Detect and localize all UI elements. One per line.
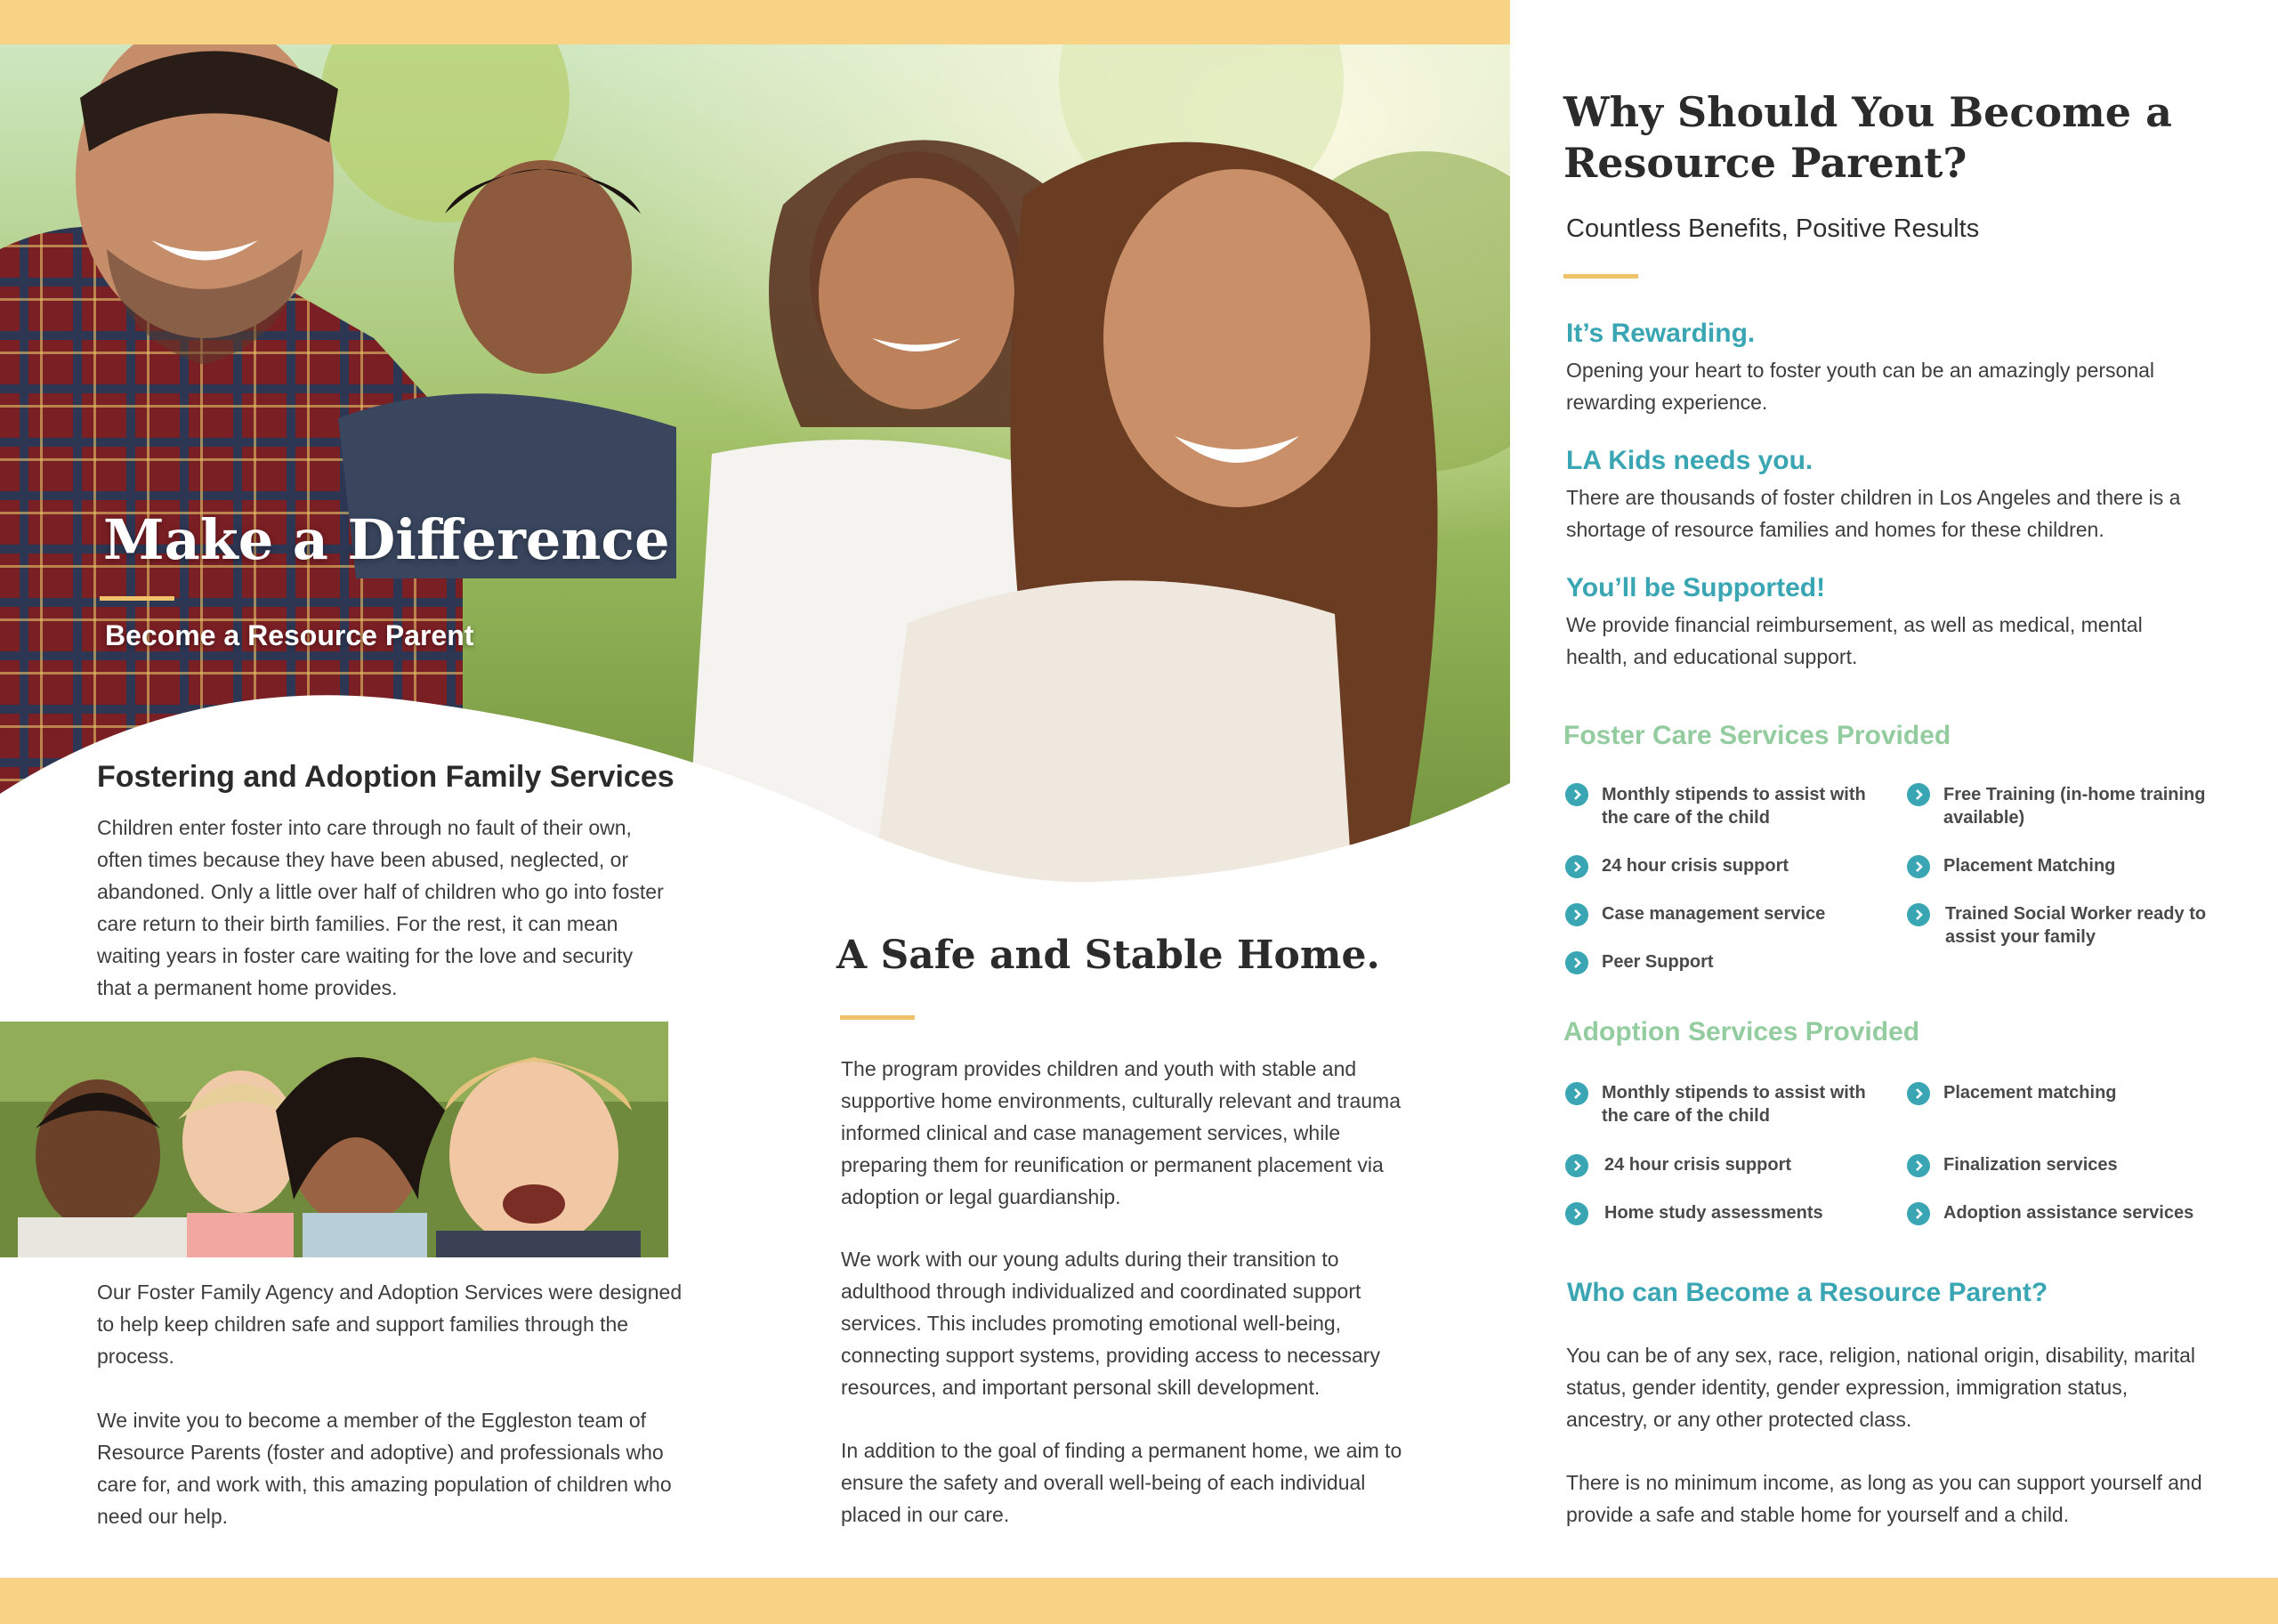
chevron-right-circle-icon xyxy=(1565,1082,1588,1105)
chevron-right-circle-icon xyxy=(1565,951,1588,974)
safe-home-underline xyxy=(840,1015,915,1020)
chevron-right-circle-icon xyxy=(1907,783,1930,806)
safe-home-heading: A Safe and Stable Home. xyxy=(836,933,1380,978)
family-services-paragraph: Children enter foster into care through no fault of their own, often times because they have been abused, neglected, or abandoned. Only a little over half of children who go into foster care return to their birth families. For the rest, it can mean waiting years in foster care waiting for the love and security that a permanent home provides. xyxy=(97,816,664,999)
adoption-service-item: Adoption assistance services xyxy=(1943,1203,2194,1223)
family-services-heading: Fostering and Adoption Family Services xyxy=(97,760,675,794)
chevron-right-circle-icon xyxy=(1907,1202,1930,1225)
adoption-service-item: Placement matching xyxy=(1943,1083,2117,1103)
benefit-title: LA Kids needs you. xyxy=(1566,446,1814,475)
chevron-right-circle-icon xyxy=(1565,1202,1588,1225)
adoption-service-item: Monthly stipends to assist with the care of the child xyxy=(1602,1083,1866,1126)
benefit-title: It’s Rewarding. xyxy=(1566,319,1756,348)
foster-service-item: Monthly stipends to assist with the care of the child xyxy=(1602,785,1866,828)
hero-title-underline xyxy=(100,596,174,601)
chevron-right-circle-icon xyxy=(1565,783,1588,806)
who-can-become-heading: Who can Become a Resource Parent? xyxy=(1567,1278,2048,1307)
hero-subtitle: Become a Resource Parent xyxy=(105,619,474,651)
benefit-title: You’ll be Supported! xyxy=(1566,573,1826,602)
benefit-text: Opening your heart to foster youth can be an amazingly personal rewarding experience. xyxy=(1566,359,2155,414)
benefit-text: There are thousands of foster children in Los Angeles and there is a shortage of resource families and homes for these children. xyxy=(1566,486,2181,541)
chevron-right-circle-icon xyxy=(1565,903,1588,926)
top-accent-bar xyxy=(0,0,1510,44)
young-adults-paragraph: We work with our young adults during their transition to adulthood through individualized and coordinated support services. This includes promoting emotional well-being, connecting support systems, providing access to necessary resources, and important personal skill development. xyxy=(841,1248,1380,1399)
foster-service-item: Placement Matching xyxy=(1943,856,2116,876)
invite-paragraph: We invite you to become a member of the Eggleston team of Resource Parents (foster and adoptive) and professionals who care for, and work with, this amazing population of children who need our help. xyxy=(97,1409,672,1528)
foster-service-item: Peer Support xyxy=(1602,952,1714,972)
why-underline xyxy=(1563,274,1638,279)
chevron-right-circle-icon xyxy=(1907,903,1930,926)
why-heading: Why Should You Become a Resource Parent? xyxy=(1563,88,2172,187)
chevron-right-circle-icon xyxy=(1907,855,1930,878)
bottom-accent-bar xyxy=(0,1578,2278,1624)
adoption-services-heading: Adoption Services Provided xyxy=(1563,1017,1920,1046)
foster-services-heading: Foster Care Services Provided xyxy=(1563,721,1951,750)
safety-paragraph: In addition to the goal of finding a permanent home, we aim to ensure the safety and overall well-being of each individual placed in our care. xyxy=(841,1439,1402,1526)
adoption-service-item: 24 hour crisis support xyxy=(1604,1155,1792,1175)
children-group-photo xyxy=(0,1022,668,1257)
program-paragraph: The program provides children and youth with stable and supportive home environments, culturally relevant and trauma informed clinical and case management services, while preparing them for reunification or permanent placement via adoption or legal guardianship. xyxy=(841,1057,1401,1208)
why-subheading: Countless Benefits, Positive Results xyxy=(1566,214,1980,243)
chevron-right-circle-icon xyxy=(1907,1082,1930,1105)
foster-service-item: Case management service xyxy=(1602,904,1826,924)
foster-service-item: Trained Social Worker ready to assist your family xyxy=(1945,904,2207,947)
eligibility-paragraph: You can be of any sex, race, religion, national origin, disability, marital status, gender identity, gender expression, immigration status, ancestry, or any other protected class. xyxy=(1566,1344,2196,1431)
adoption-service-item: Home study assessments xyxy=(1604,1203,1823,1223)
chevron-right-circle-icon xyxy=(1565,855,1588,878)
income-paragraph: There is no minimum income, as long as you can support yourself and provide a safe and stable home for yourself and a child. xyxy=(1566,1471,2202,1526)
foster-service-item: 24 hour crisis support xyxy=(1602,856,1789,876)
chevron-right-circle-icon xyxy=(1565,1154,1588,1177)
chevron-right-circle-icon xyxy=(1907,1154,1930,1177)
agency-paragraph: Our Foster Family Agency and Adoption Services were designed to help keep children safe and support families through the process. xyxy=(97,1281,683,1368)
adoption-service-item: Finalization services xyxy=(1943,1155,2118,1175)
hero-title: Make a Difference xyxy=(103,507,670,572)
foster-service-item: Free Training (in-home training available) xyxy=(1943,785,2206,828)
benefit-text: We provide financial reimbursement, as well as medical, mental health, and educational support. xyxy=(1566,613,2143,668)
